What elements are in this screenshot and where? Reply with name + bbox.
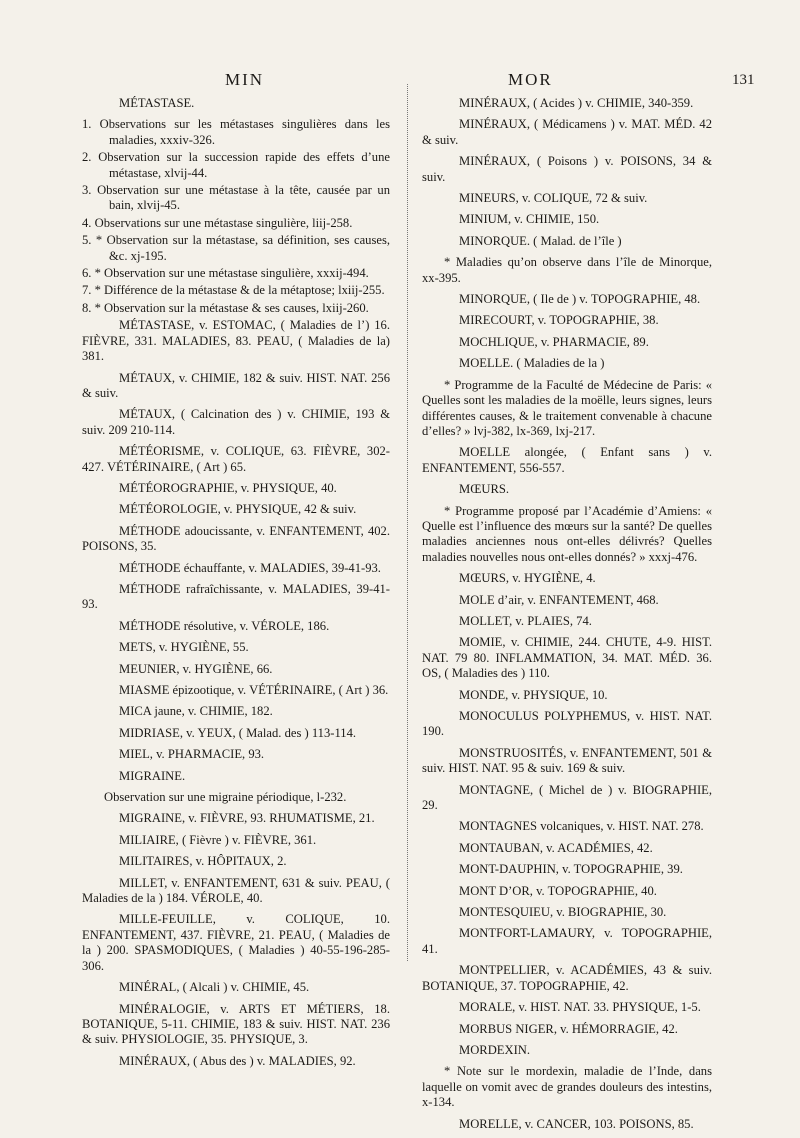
entry-note: * Programme de la Faculté de Médecine de Paris: « Quelles sont les maladies de la moëlle, leurs signes, leurs différentes causes, & le traitement convenable à chacune d’elles? » lvj-382, lx-369, lxj-217.	[422, 377, 712, 438]
index-entry: MÉTAUX, v. CHIMIE, 182 & suiv. HIST. NAT. 256 & suiv.	[82, 370, 390, 400]
index-entry: MICA jaune, v. CHIMIE, 182.	[119, 704, 273, 719]
index-entry: MÉTASTASE, v. ESTOMAC, ( Maladies de l’) 16. FIÈVRE, 331. MALADIES, 83. PEAU, ( Maladies de la) 381.	[82, 318, 390, 364]
index-entry: MONOCULUS POLYPHEMUS, v. HIST. NAT. 190.	[422, 709, 712, 739]
entry-note: * Note sur le mordexin, maladie de l’Inde, dans laquelle on vomit avec de grandes douleurs des intestins, x-134.	[422, 1064, 712, 1110]
index-entry: MINÉRAUX, ( Abus des ) v. MALADIES, 92.	[119, 1053, 356, 1068]
index-entry: MOELLE alongée, ( Enfant sans ) v. ENFANTEMENT, 556-557.	[422, 445, 712, 475]
index-entry: MINORQUE. ( Malad. de l’île )	[459, 233, 622, 248]
left-column	[82, 96, 390, 1075]
numbered-entry: 5. * Observation sur la métastase, sa définition, ses causes, &c. xj-195.	[82, 233, 390, 263]
running-head-left: MIN	[225, 70, 265, 89]
index-entry: MOELLE. ( Maladies de la )	[459, 356, 605, 371]
index-entry: MÉTÉORISME, v. COLIQUE, 63. FIÈVRE, 302-427. VÉTÉRINAIRE, ( Art ) 65.	[82, 444, 390, 474]
index-entry: MINEURS, v. COLIQUE, 72 & suiv.	[459, 191, 648, 206]
index-entry: MINÉRAUX, ( Acides ) v. CHIMIE, 340-359.	[459, 96, 694, 110]
index-entry: MEUNIER, v. HYGIÈNE, 66.	[119, 661, 273, 676]
column-divider	[407, 84, 408, 961]
index-entry: MONTAGNE, ( Michel de ) v. BIOGRAPHIE, 29.	[422, 782, 712, 813]
page-number: 131	[732, 72, 755, 88]
index-entry: MORALE, v. HIST. NAT. 33. PHYSIQUE, 1-5.	[459, 1000, 701, 1015]
index-entry: MONDE, v. PHYSIQUE, 10.	[459, 687, 608, 702]
index-entry: MÉTHODE résolutive, v. VÉROLE, 186.	[119, 618, 330, 633]
index-entry: MINORQUE, ( Ile de ) v. TOPOGRAPHIE, 48.	[459, 292, 701, 307]
index-entry: MIDRIASE, v. YEUX, ( Malad. des ) 113-114.	[119, 725, 357, 740]
numbered-entry: 6. * Observation sur une métastase singulière, xxxij-494.	[82, 266, 369, 281]
index-entry: MIEL, v. PHARMACIE, 93.	[119, 747, 265, 762]
index-entry: MIASME épizootique, v. VÉTÉRINAIRE, ( Art ) 36.	[119, 683, 389, 697]
running-head-right: MOR	[508, 70, 553, 89]
index-entry: MÉTASTASE.	[119, 96, 195, 110]
index-entry: MILIAIRE, ( Fièvre ) v. FIÈVRE, 361.	[119, 832, 317, 847]
index-entry: MŒURS.	[459, 482, 510, 497]
index-entry: MINÉRALOGIE, v. ARTS ET MÉTIERS, 18. BOTANIQUE, 5-11. CHIMIE, 183 & suiv. HIST. NAT. 236 & suiv. PHYSIOLOGIE, 35. PHYSIQUE, 3.	[82, 1001, 390, 1047]
index-entry: MONT D’OR, v. TOPOGRAPHIE, 40.	[459, 883, 657, 898]
index-entry: MILLET, v. ENFANTEMENT, 631 & suiv. PEAU, ( Maladies de la ) 184. VÉROLE, 40.	[82, 875, 390, 906]
entry-note: * Maladies qu’on observe dans l’île de Minorque, xx-395.	[422, 255, 712, 285]
index-entry: METS, v. HYGIÈNE, 55.	[119, 640, 249, 655]
numbered-entry: 4. Observations sur une métastase singulière, liij-258.	[82, 215, 353, 230]
numbered-entry: 7. * Différence de la métastase & de la métaptose; lxiij-255.	[82, 283, 385, 298]
index-entry: MONTAGNES volcaniques, v. HIST. NAT. 278.	[459, 819, 704, 834]
index-entry: MONSTRUOSITÉS, v. ENFANTEMENT, 501 & suiv. HIST. NAT. 95 & suiv. 169 & suiv.	[422, 745, 712, 776]
index-entry: MORELLE, v. CANCER, 103. POISONS, 85.	[459, 1116, 694, 1131]
index-entry: MIGRAINE.	[119, 768, 186, 783]
index-entry: MINÉRAL, ( Alcali ) v. CHIMIE, 45.	[119, 980, 310, 995]
right-column	[422, 96, 712, 1138]
index-entry: MILITAIRES, v. HÔPITAUX, 2.	[119, 854, 287, 869]
numbered-entry: 2. Observation sur la succession rapide des effets d’une métastase, xlvij-44.	[82, 150, 390, 180]
index-entry: MIRECOURT, v. TOPOGRAPHIE, 38.	[459, 313, 659, 328]
index-entry: MONTFORT-LAMAURY, v. TOPOGRAPHIE, 41.	[422, 926, 712, 956]
index-entry: MONTESQUIEU, v. BIOGRAPHIE, 30.	[459, 905, 667, 920]
index-entry: MŒURS, v. HYGIÈNE, 4.	[459, 571, 596, 586]
numbered-entry: 8. * Observation sur la métastase & ses causes, lxiij-260.	[82, 300, 369, 315]
index-entry: MÉTHODE adoucissante, v. ENFANTEMENT, 402. POISONS, 35.	[82, 523, 390, 554]
index-entry: MINIUM, v. CHIMIE, 150.	[459, 212, 600, 227]
index-entry: MORBUS NIGER, v. HÉMORRAGIE, 42.	[459, 1021, 678, 1036]
index-entry: MIGRAINE, v. FIÈVRE, 93. RHUMATISME, 21.	[119, 811, 375, 826]
index-entry: MÉTÉOROLOGIE, v. PHYSIQUE, 42 & suiv.	[119, 502, 357, 517]
index-entry: MILLE-FEUILLE, v. COLIQUE, 10. ENFANTEMENT, 437. FIÈVRE, 21. PEAU, ( Maladies de la ) 200. SPASMODIQUES, ( Maladies ) 40-55-196-285-306.	[82, 912, 390, 973]
entry-note: Observation sur une migraine périodique, l-232.	[104, 790, 347, 805]
entry-note: * Programme proposé par l’Académie d’Amiens: « Quelle est l’influence des mœurs sur la santé? De quelles maladies anciennes nous ont-elles délivrés? Quelles maladies nouvelles nous ont-elles donnés? » xxxj-476.	[422, 503, 712, 564]
index-entry: MONTAUBAN, v. ACADÉMIES, 42.	[459, 840, 653, 855]
index-entry: MÉTAUX, ( Calcination des ) v. CHIMIE, 193 & suiv. 209 210-114.	[82, 407, 390, 437]
index-entry: MOMIE, v. CHIMIE, 244. CHUTE, 4-9. HIST. NAT. 79 80. INFLAMMATION, 34. MAT. MÉD. 36. OS, ( Maladies des ) 110.	[422, 635, 712, 681]
index-entry: MINÉRAUX, ( Poisons ) v. POISONS, 34 & suiv.	[422, 154, 712, 184]
index-entry: MORDEXIN.	[459, 1042, 531, 1057]
numbered-entry: 3. Observation sur une métastase à la tête, causée par un bain, xlvij-45.	[82, 183, 390, 213]
index-entry: MOLLET, v. PLAIES, 74.	[459, 613, 592, 628]
index-entry: MONT-DAUPHIN, v. TOPOGRAPHIE, 39.	[459, 862, 683, 877]
index-entry: MÉTHODE rafraîchissante, v. MALADIES, 39-41-93.	[82, 581, 390, 612]
index-entry: MÉTÉOROGRAPHIE, v. PHYSIQUE, 40.	[119, 480, 337, 495]
index-entry: MÉTHODE échauffante, v. MALADIES, 39-41-93.	[119, 560, 381, 575]
index-entry: MOLE d’air, v. ENFANTEMENT, 468.	[459, 592, 659, 607]
index-entry: MINÉRAUX, ( Médicamens ) v. MAT. MÉD. 42 & suiv.	[422, 117, 712, 147]
index-entry: MONTPELLIER, v. ACADÉMIES, 43 & suiv. BOTANIQUE, 37. TOPOGRAPHIE, 42.	[422, 963, 712, 993]
index-entry: MOCHLIQUE, v. PHARMACIE, 89.	[459, 334, 649, 349]
numbered-entry: 1. Observations sur les métastases singulières dans les maladies, xxxiv-326.	[82, 117, 390, 147]
